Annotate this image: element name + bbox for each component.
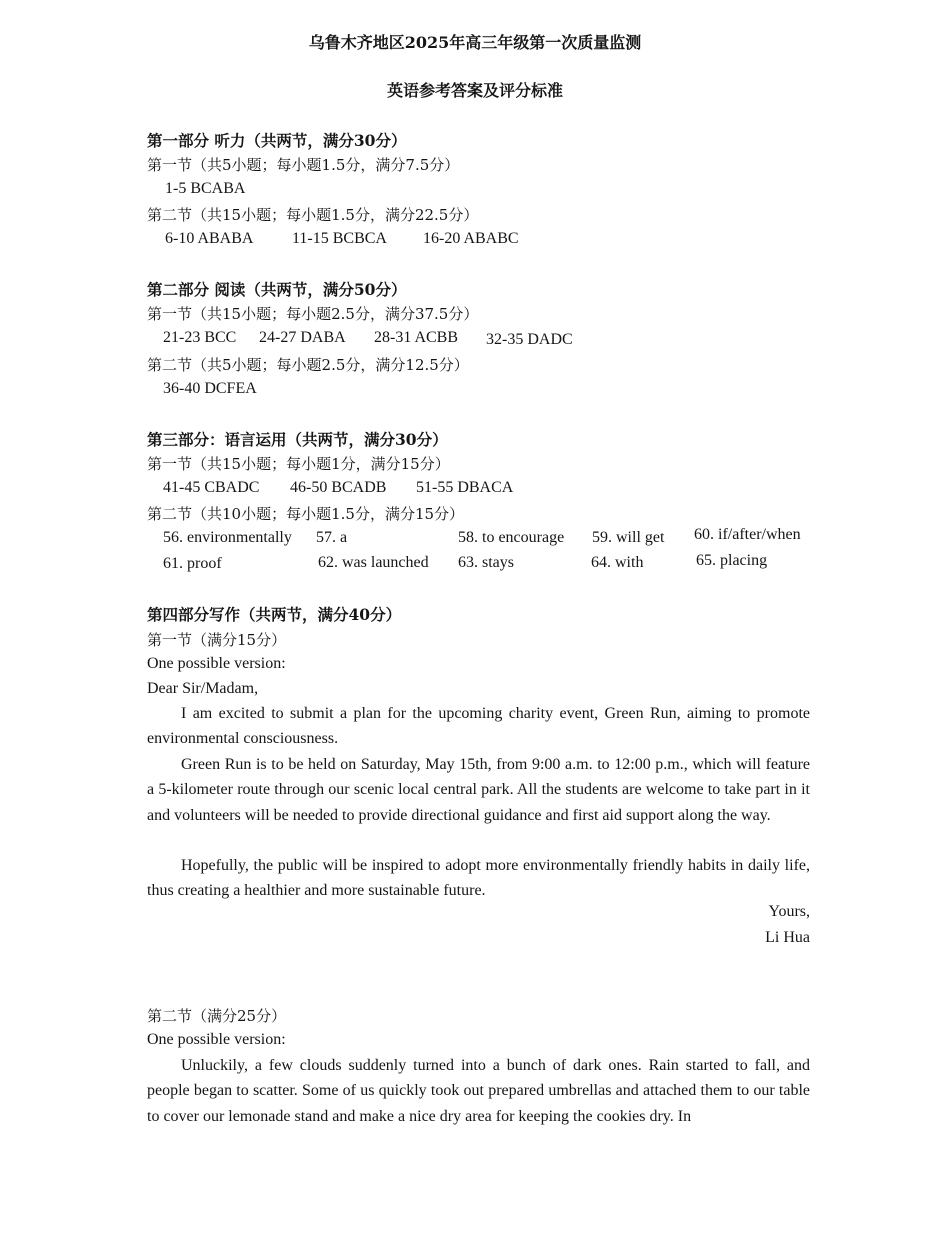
document-subtitle: 英语参考答案及评分标准	[386, 81, 563, 100]
part3-section1-label: 第一节（共15小题；每小题1分，满分15分）	[147, 455, 450, 473]
fill-answer: 56. environmentally	[163, 529, 292, 546]
part2-heading: 第二部分 阅读（共两节，满分50分）	[147, 280, 407, 299]
part2-section1-label: 第一节（共15小题；每小题2.5分，满分37.5分）	[147, 305, 479, 323]
answer-group: 41-45 CBADC	[163, 479, 260, 496]
answer-group: 46-50 BCADB	[290, 479, 387, 496]
fill-answer: 58. to encourage	[458, 529, 565, 546]
part3-heading: 第三部分：语言运用（共两节，满分30分）	[147, 430, 448, 449]
fill-answer: 60. if/after/when	[694, 526, 801, 543]
part2-section2-label: 第二节（共5小题；每小题2.5分，满分12.5分）	[147, 356, 469, 374]
fill-answer: 65. placing	[696, 552, 768, 569]
fill-answer: 59. will get	[592, 529, 665, 546]
answer-group: 6-10 ABABA	[165, 230, 254, 247]
letter-closing: Yours,	[768, 903, 810, 920]
document-title: 乌鲁木齐地区2025年高三年级第一次质量监测	[308, 33, 642, 52]
fill-answer: 61. proof	[163, 555, 222, 572]
letter-signature: Li Hua	[765, 929, 810, 946]
version-label: One possible version:	[147, 655, 286, 672]
fill-answer: 64. with	[591, 554, 644, 571]
answer-group: 51-55 DBACA	[416, 479, 514, 496]
part4-heading: 第四部分写作（共两节，满分40分）	[147, 605, 402, 624]
letter-paragraph: Hopefully, the public will be inspired to adopt more environmentally friendly habits in daily life, thus creating a healthier and more sustainable future.	[147, 857, 810, 900]
fill-answer: 57. a	[316, 529, 348, 546]
answer-group: 11-15 BCBCA	[292, 230, 387, 247]
part1-section1-label: 第一节（共5小题；每小题1.5分，满分7.5分）	[147, 156, 460, 174]
continuation-paragraph: Unluckily, a few clouds suddenly turned into a bunch of dark ones. Rain started to fall, and people began to scatter. Some of us quickly took out prepared umbrellas and attached them to our table to cover our lemonade stand and make a nice dry area for keeping the cookies dry. In	[147, 1057, 810, 1125]
answer-group: 32-35 DADC	[486, 331, 573, 348]
version-label: One possible version:	[147, 1031, 286, 1048]
answer-group: 36-40 DCFEA	[163, 380, 257, 397]
part3-section2-label: 第二节（共10小题；每小题1.5分，满分15分）	[147, 505, 465, 523]
part1-heading: 第一部分 听力（共两节，满分30分）	[147, 131, 407, 150]
letter-greeting: Dear Sir/Madam,	[147, 680, 259, 697]
answer-group: 24-27 DABA	[259, 329, 346, 346]
part1-section2-label: 第二节（共15小题；每小题1.5分，满分22.5分）	[147, 206, 479, 224]
answer-group: 28-31 ACBB	[374, 329, 459, 346]
answer-group: 21-23 BCC	[163, 329, 237, 346]
part4-section1-label: 第一节（满分15分）	[147, 631, 287, 649]
fill-answer: 62. was launched	[318, 554, 429, 571]
part1-section1-answers: 1-5 BCABA	[165, 180, 246, 197]
part4-section2-label: 第二节（满分25分）	[147, 1007, 287, 1025]
letter-paragraph: I am excited to submit a plan for the upcoming charity event, Green Run, aiming to promote environmental consciousness.	[147, 705, 810, 748]
fill-answer: 63. stays	[458, 554, 514, 571]
letter-paragraph: Green Run is to be held on Saturday, May 15th, from 9:00 a.m. to 12:00 p.m., which will feature a 5-kilometer route through our scenic local central park. All the students are welcome to take part in it and volunteers will be needed to provide directional guidance and first aid support along the way.	[147, 756, 810, 824]
answer-group: 16-20 ABABC	[423, 230, 519, 247]
